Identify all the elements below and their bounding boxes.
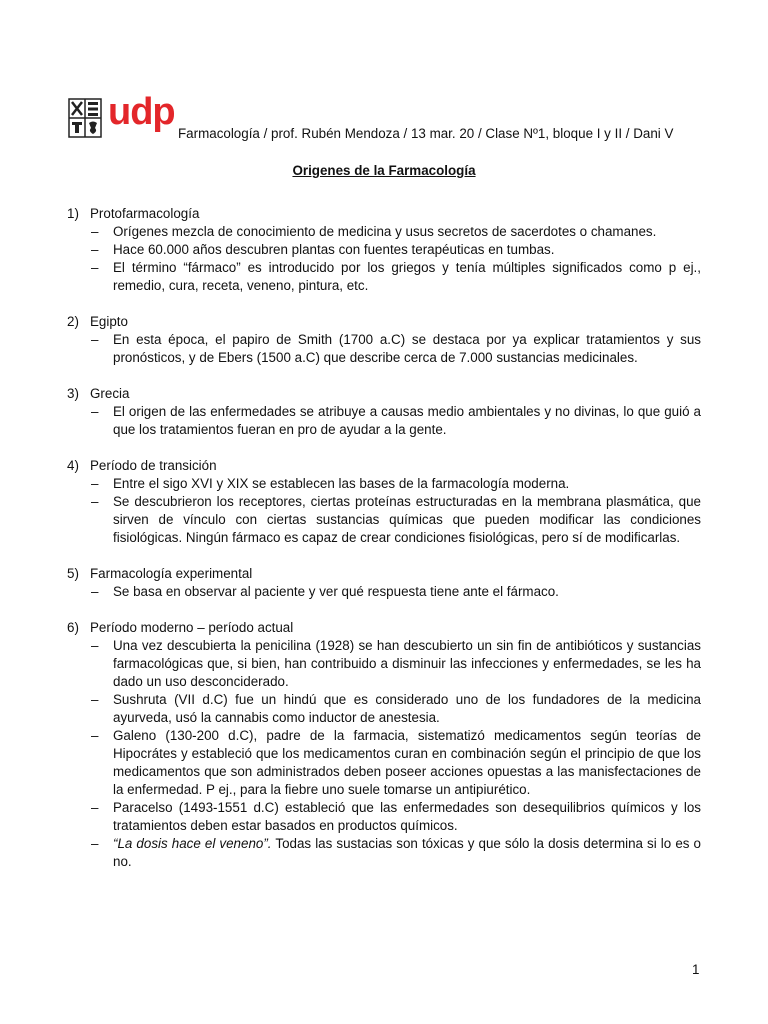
item-body: Se descubrieron los receptores, ciertas proteínas estructuradas en la membrana plasmática, que sirven de vínculo con ciertas sustancias químicas que pueden modificar las condiciones fisiológicas. Ningún fármaco es capaz de crear condiciones fisiológicas, pero sí de modificarlas. — [113, 494, 701, 545]
list-item-text — [113, 403, 701, 439]
section-heading — [67, 619, 701, 637]
item-body: Sushruta (VII d.C) fue un hindú que es considerado uno de los fundadores de la medicina ayurveda, usó la cannabis como inductor de anestesia. — [113, 692, 701, 725]
section-heading — [67, 565, 701, 583]
item-body: Hace 60.000 años descubren plantas con fuentes terapéuticas en tumbas. — [113, 242, 555, 257]
dash-bullet-icon: – — [91, 476, 99, 491]
bullet-list — [67, 223, 701, 295]
list-item-text — [113, 259, 701, 295]
dash-bullet-icon: – — [91, 404, 99, 419]
outline-section — [67, 385, 701, 439]
list-item — [67, 727, 701, 799]
outline-section — [67, 619, 701, 871]
bullet-list — [67, 583, 701, 601]
list-item — [67, 403, 701, 439]
item-body: El origen de las enfermedades se atribuye a causas medio ambientales y no divinas, lo que guió a que los tratamientos fueran en pro de ayudar a la gente. — [113, 404, 701, 437]
section-number: 5) — [67, 566, 79, 581]
bullet-list — [67, 637, 701, 871]
bullet-list — [67, 403, 701, 439]
list-item-text — [113, 583, 701, 601]
university-logo-text: udp — [108, 91, 175, 133]
list-item-text — [113, 637, 701, 691]
item-body: En esta época, el papiro de Smith (1700 a.C) se destaca por ya explicar tratamientos y sus pronósticos, y de Ebers (1500 a.C) que describe cerca de 7.000 sustancias medicinales. — [113, 332, 701, 365]
document-title: Origenes de la Farmacología — [292, 163, 476, 178]
item-body: Paracelso (1493-1551 d.C) estableció que las enfermedades son desequilibrios químicos y los tratamientos deben estar basados en productos químicos. — [113, 800, 701, 833]
list-item-text — [113, 331, 701, 367]
dash-bullet-icon: – — [91, 728, 99, 743]
section-title: Grecia — [90, 386, 130, 401]
page-number: 1 — [692, 962, 700, 977]
list-item-text — [113, 727, 701, 799]
course-info: Farmacología / prof. Rubén Mendoza / 13 mar. 20 / Clase Nº1, bloque I y II / Dani V — [178, 126, 674, 141]
item-body: Galeno (130-200 d.C), padre de la farmacia, sistematizó medicamentos según teorías de Hipocrátes y estableció que los medicamentos curan en combinación según el principio de que los medicamentos que son administrados deben poseer acciones opuestas a las manisfectaciones de la enfermedad. P ej., para la fiebre uno suele tomarse un antipiurético. — [113, 728, 701, 797]
bullet-list — [67, 331, 701, 367]
dash-bullet-icon: – — [91, 224, 99, 239]
dash-bullet-icon: – — [91, 260, 99, 275]
list-item — [67, 223, 701, 241]
list-item-text — [113, 493, 701, 547]
item-body: Una vez descubierta la penicilina (1928) se han descubierto un sin fin de antibióticos y sustancias farmacológicas que, si bien, han contribuido a disminuir las infecciones y enfermedades, se les ha dado un uso desconciderado. — [113, 638, 701, 689]
dash-bullet-icon: – — [91, 494, 99, 509]
list-item — [67, 835, 701, 871]
section-number: 2) — [67, 314, 79, 329]
bullet-list — [67, 475, 701, 547]
section-heading — [67, 313, 701, 331]
section-number: 1) — [67, 206, 79, 221]
section-title: Protofarmacología — [90, 206, 200, 221]
item-body: Orígenes mezcla de conocimiento de medicina y usus secretos de sacerdotes o chamanes. — [113, 224, 657, 239]
dash-bullet-icon: – — [91, 584, 99, 599]
list-item — [67, 475, 701, 493]
section-title: Farmacología experimental — [90, 566, 253, 581]
item-body: Entre el sigo XVI y XIX se establecen las bases de la farmacología moderna. — [113, 476, 570, 491]
list-item — [67, 331, 701, 367]
list-item-text — [113, 475, 701, 493]
dash-bullet-icon: – — [91, 800, 99, 815]
list-item — [67, 799, 701, 835]
outline-section — [67, 205, 701, 295]
list-item-text — [113, 799, 701, 835]
list-item — [67, 259, 701, 295]
quote-text: “La dosis hace el veneno”. — [113, 836, 272, 851]
section-number: 4) — [67, 458, 79, 473]
list-item-text — [113, 241, 701, 259]
section-number: 3) — [67, 386, 79, 401]
dash-bullet-icon: – — [91, 836, 99, 851]
dash-bullet-icon: – — [91, 332, 99, 347]
list-item-text — [113, 691, 701, 727]
list-item — [67, 637, 701, 691]
list-item — [67, 691, 701, 727]
dash-bullet-icon: – — [91, 242, 99, 257]
section-heading — [67, 457, 701, 475]
section-heading — [67, 205, 701, 223]
item-body: Se basa en observar al paciente y ver qué respuesta tiene ante el fármaco. — [113, 584, 559, 599]
section-title: Período de transición — [90, 458, 217, 473]
item-body: Todas las sustacias son tóxicas y que sólo la dosis determina si lo es o no. — [113, 836, 701, 869]
outline-section — [67, 457, 701, 547]
page-header — [68, 91, 748, 142]
dash-bullet-icon: – — [91, 692, 99, 707]
university-crest-icon — [68, 98, 102, 138]
list-item-text — [113, 835, 701, 871]
section-number: 6) — [67, 620, 79, 635]
dash-bullet-icon: – — [91, 638, 99, 653]
list-item-text — [113, 223, 701, 241]
outline-section — [67, 565, 701, 601]
list-item — [67, 241, 701, 259]
section-title: Egipto — [90, 314, 128, 329]
outline-section — [67, 313, 701, 367]
document-body — [67, 205, 701, 889]
section-title: Período moderno – período actual — [90, 620, 294, 635]
item-body: El término “fármaco” es introducido por los griegos y tenía múltiples significados como p ej., remedio, cura, receta, veneno, pintura, etc. — [113, 260, 701, 293]
list-item — [67, 493, 701, 547]
section-heading — [67, 385, 701, 403]
list-item — [67, 583, 701, 601]
